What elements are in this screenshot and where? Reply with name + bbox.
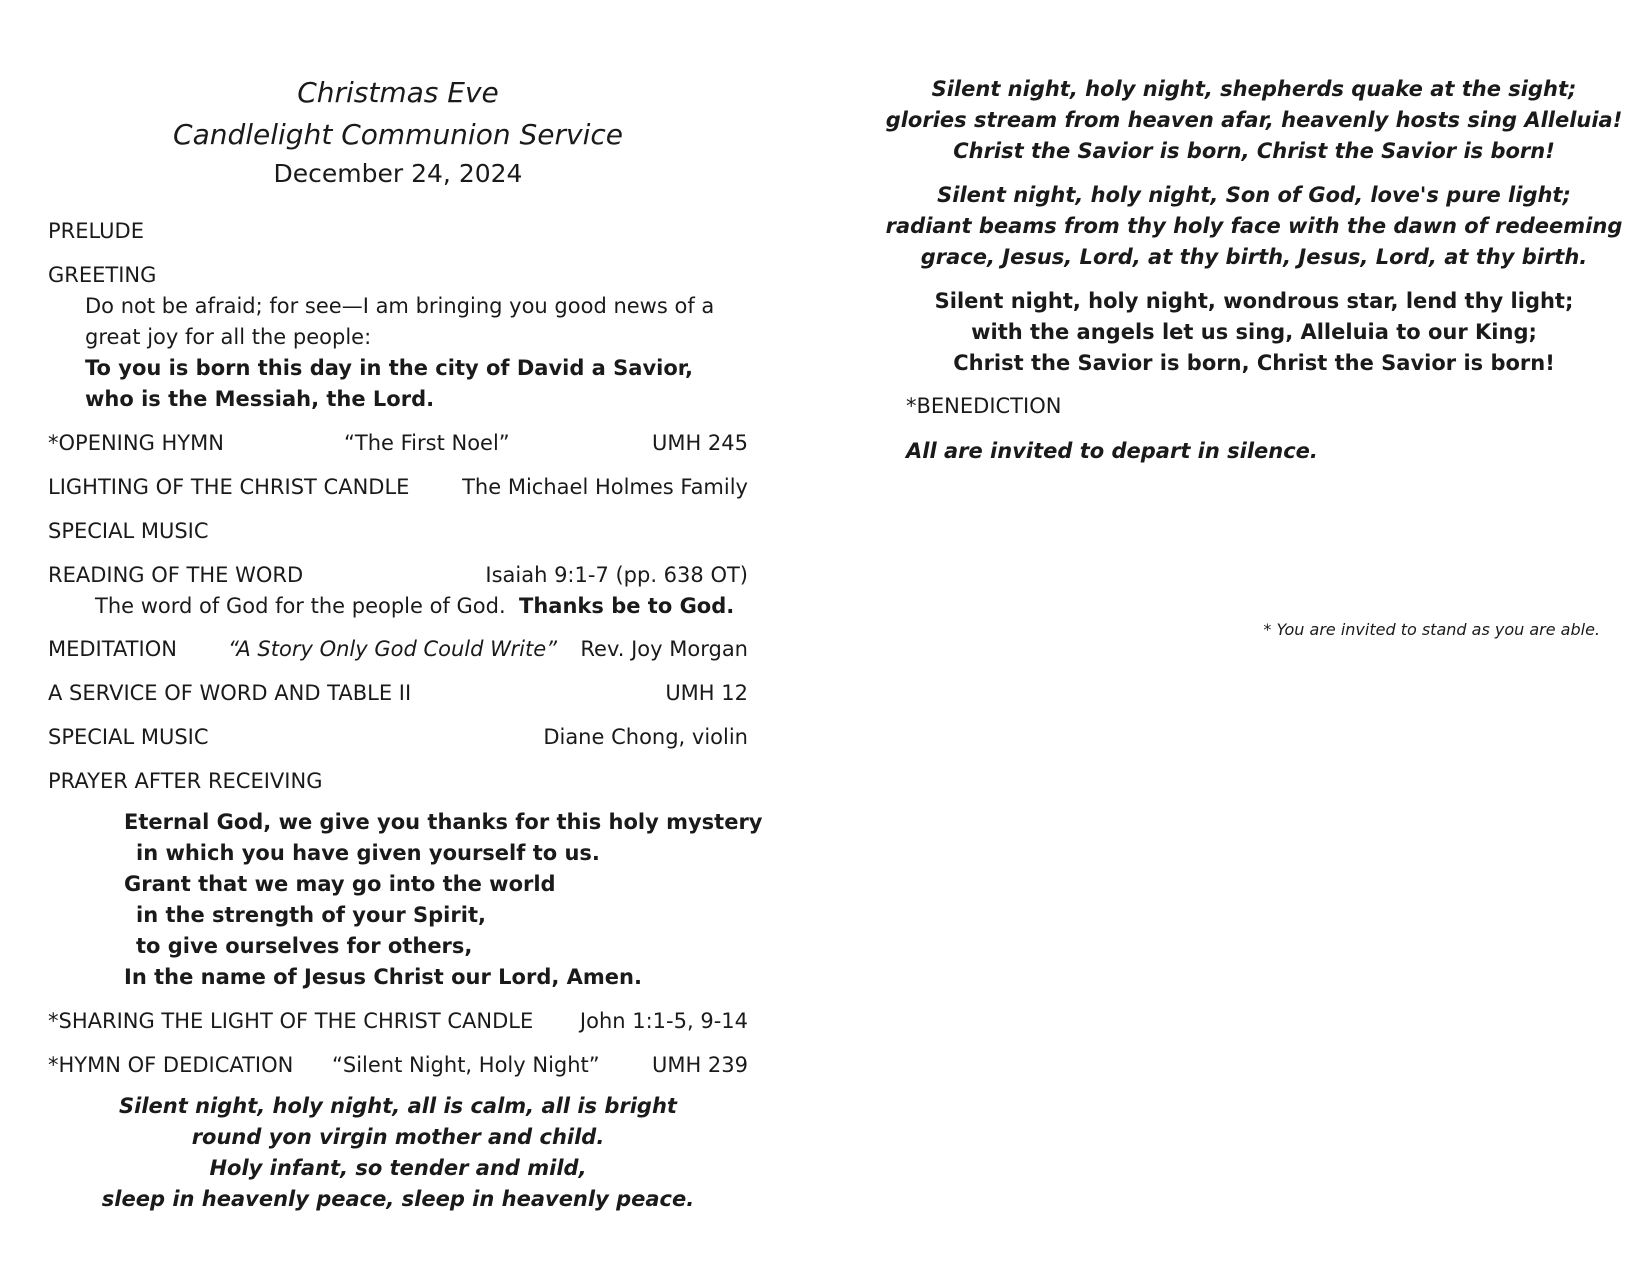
prayer-label: PRAYER AFTER RECEIVING [48, 769, 323, 793]
stand-note: * You are invited to stand as you are able. [1263, 620, 1600, 639]
reading-ref: Isaiah 9:1-7 (pp. 638 OT) [485, 563, 748, 587]
meditation-title: “A Story Only God Could Write” [228, 637, 558, 661]
greeting-heading: GREETING [48, 263, 157, 287]
hymn-verse-1-line: round yon virgin mother and child. [191, 1125, 605, 1149]
special-music-2-label: SPECIAL MUSIC [48, 725, 209, 749]
hymn-verse-1-line: sleep in heavenly peace, sleep in heavenly peace. [101, 1187, 695, 1211]
hymn-verse-4-line: with the angels let us sing, Alleluia to our King; [971, 320, 1537, 344]
reading-response [95, 591, 734, 621]
opening-hymn-title: “The First Noel” [344, 431, 510, 455]
sharing-label: *SHARING THE LIGHT OF THE CHRIST CANDLE [48, 1009, 534, 1033]
opening-hymn-label: *OPENING HYMN [48, 431, 224, 455]
prayer-line: Eternal God, we give you thanks for this holy mystery [124, 810, 763, 834]
hymn-verse-3-line: Silent night, holy night, Son of God, love's pure light; [937, 183, 1571, 207]
hymn-verse-4-line: Christ the Savior is born, Christ the Savior is born! [953, 351, 1555, 375]
dedication-hymn-title: “Silent Night, Holy Night” [332, 1053, 600, 1077]
greeting-people-line-1: To you is born this day in the city of David a Savior, [85, 356, 694, 380]
hymn-verse-2-line: Christ the Savior is born, Christ the Savior is born! [953, 139, 1555, 163]
hymn-verse-1-line: Silent night, holy night, all is calm, all is bright [119, 1094, 677, 1118]
hymn-verse-3-line: radiant beams from thy holy face with the dawn of redeeming [885, 214, 1623, 238]
special-music-heading: SPECIAL MUSIC [48, 519, 209, 543]
dedication-hymn-label: *HYMN OF DEDICATION [48, 1053, 294, 1077]
hymn-verse-2-line: Silent night, holy night, shepherds quake at the sight; [931, 77, 1577, 101]
word-table-ref: UMH 12 [665, 681, 748, 705]
dedication-hymn-ref: UMH 239 [651, 1053, 748, 1077]
prayer-line: in which you have given yourself to us. [136, 841, 600, 865]
title-line-2: Candlelight Communion Service [173, 118, 623, 151]
reading-response-leader: The word of God for the people of God. [95, 594, 506, 618]
lighting-label: LIGHTING OF THE CHRIST CANDLE [48, 475, 410, 499]
prayer-line: Grant that we may go into the world [124, 872, 556, 896]
reading-response-people: Thanks be to God. [519, 594, 735, 618]
greeting-leader-line-1: Do not be afraid; for see—I am bringing you good news of a [85, 294, 715, 318]
meditation-label: MEDITATION [48, 637, 177, 661]
reading-label: READING OF THE WORD [48, 563, 304, 587]
hymn-verse-2-line: glories stream from heaven afar, heavenly hosts sing Alleluia! [885, 108, 1623, 132]
benediction-heading: *BENEDICTION [906, 394, 1062, 418]
prayer-line: In the name of Jesus Christ our Lord, Amen. [124, 965, 642, 989]
service-date: December 24, 2024 [273, 159, 523, 188]
greeting-leader-line-2: great joy for all the people: [85, 325, 372, 349]
depart-instruction: All are invited to depart in silence. [906, 439, 1318, 463]
hymn-verse-3-line: grace, Jesus, Lord, at thy birth, Jesus, Lord, at thy birth. [920, 245, 1588, 269]
word-table-label: A SERVICE OF WORD AND TABLE II [48, 681, 412, 705]
opening-hymn-ref: UMH 245 [651, 431, 748, 455]
prayer-line: to give ourselves for others, [136, 934, 473, 958]
prayer-line: in the strength of your Spirit, [136, 903, 486, 927]
title-line-1: Christmas Eve [297, 76, 499, 109]
special-music-2-performer: Diane Chong, violin [543, 725, 748, 749]
hymn-verse-4-line: Silent night, holy night, wondrous star, lend thy light; [934, 289, 1574, 313]
sharing-ref: John 1:1-5, 9-14 [579, 1009, 748, 1033]
lighting-by: The Michael Holmes Family [462, 475, 748, 499]
prelude-heading: PRELUDE [48, 219, 144, 243]
greeting-people-line-2: who is the Messiah, the Lord. [85, 387, 435, 411]
hymn-verse-1-line: Holy infant, so tender and mild, [209, 1156, 587, 1180]
meditation-preacher: Rev. Joy Morgan [580, 637, 748, 661]
